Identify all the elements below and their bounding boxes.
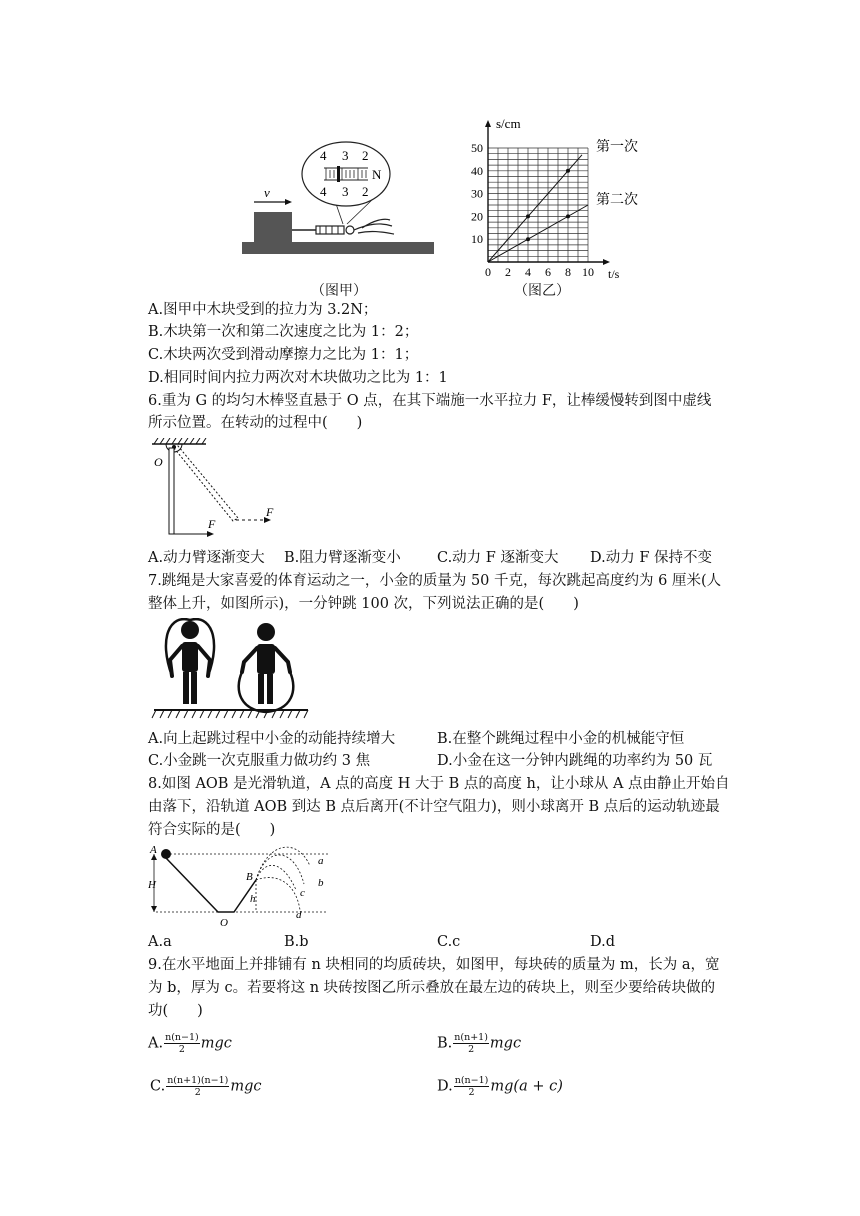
- fraction-numerator: n(n−1): [454, 1075, 489, 1086]
- q9-option-d-fraction: [454, 1075, 490, 1098]
- q9-option-b-prefix: B.: [437, 1035, 453, 1052]
- series-2-label: 第二次: [596, 193, 638, 208]
- rod-rotated-dashed: [174, 446, 238, 521]
- label-f1: F: [208, 517, 216, 531]
- q9-option-a: [148, 1032, 232, 1055]
- q9-option-c-prefix: C.: [150, 1078, 166, 1095]
- label-a-point: A: [150, 844, 157, 856]
- q9-stem-line2: 为 b，厚为 c。若要将这 n 块砖按图乙所示叠放在最左边的砖块上，则至少要给砖块做的: [148, 980, 716, 996]
- q9-stem-line1: 9.在水平地面上并排铺有 n 块相同的均质砖块，如图甲，每块砖的质量为 m，长为 a，宽: [148, 957, 720, 973]
- fraction-denominator: 2: [178, 1044, 185, 1055]
- series-1-point: [526, 214, 530, 218]
- q6-option-c: C.动力 F 逐渐变大: [437, 550, 559, 566]
- figure-q7-jump-rope: [150, 618, 312, 722]
- q8-option-d: D.d: [590, 934, 615, 950]
- hand-icon: [354, 219, 394, 234]
- y-tick-label: 30: [471, 186, 483, 201]
- q8-stem-line2: 由落下，沿轨道 AOB 到达 B 点后离开(不计空气阻力)，则小球离开 B 点后的运动轨迹最: [148, 799, 720, 815]
- figure-q6-rod: [148, 438, 282, 540]
- fraction-denominator: 2: [468, 1044, 475, 1055]
- q7-option-c: C.小金跳一次克服重力做功约 3 焦: [148, 753, 371, 769]
- scale-bottom-4: 4: [320, 184, 327, 199]
- q9-option-c: [150, 1075, 262, 1098]
- velocity-arrow-icon: [285, 199, 292, 205]
- q9-option-a-fraction: [164, 1032, 200, 1055]
- x-tick-label: 8: [565, 265, 571, 278]
- scale-pointer: [337, 166, 340, 182]
- x-axis-label: t/s: [608, 267, 620, 278]
- y-tick-label: 20: [471, 209, 483, 224]
- y-tick-label: 50: [471, 141, 483, 155]
- label-traj-c: c: [300, 887, 305, 899]
- x-tick-label: 0: [485, 265, 491, 278]
- q9-option-c-fraction: [166, 1075, 229, 1098]
- label-o-point: O: [220, 917, 228, 929]
- trajectory-a: [256, 847, 310, 880]
- q8-option-c: C.c: [437, 934, 461, 950]
- person1-head: [181, 621, 199, 639]
- label-traj-a: a: [318, 855, 324, 867]
- wooden-block: [254, 212, 292, 242]
- series-1-point: [566, 169, 570, 173]
- force-arrow-icon: [207, 531, 214, 537]
- track-aob: [166, 858, 256, 912]
- label-traj-b: b: [318, 877, 324, 889]
- q9-option-b: [437, 1032, 521, 1055]
- q9-option-b-tail: mgc: [489, 1035, 522, 1052]
- x-tick-label: 4: [525, 265, 531, 278]
- y-tick-label: 10: [471, 232, 483, 247]
- q7-option-a: A.向上起跳过程中小金的动能持续增大: [148, 731, 396, 747]
- q6-option-d: D.动力 F 保持不变: [590, 550, 712, 566]
- q9-option-d-tail: mg(a + c): [490, 1078, 563, 1095]
- q8-stem-line3: 符合实际的是( ): [148, 822, 276, 838]
- q9-option-a-tail: mgc: [200, 1035, 232, 1052]
- fraction-numerator: n(n+1)(n−1): [167, 1075, 229, 1086]
- q8-stem-line1: 8.如图 AOB 是光滑轨道，A 点的高度 H 大于 B 点的高度 h，让小球从 A 点由静止开始自: [148, 776, 730, 792]
- table-surface: [242, 242, 434, 254]
- x-axis-arrow-icon: [603, 259, 610, 265]
- label-f2: F: [266, 505, 274, 519]
- unit-n: N: [372, 167, 382, 182]
- q9-option-d-prefix: D.: [437, 1078, 453, 1095]
- q9-option-d: [437, 1075, 563, 1098]
- fig-yi-caption: （图乙）: [514, 283, 570, 299]
- fraction-numerator: n(n+1): [454, 1032, 488, 1043]
- scale-top-2: 2: [362, 148, 369, 163]
- trajectory-d: [256, 878, 300, 910]
- label-b-point: B: [246, 871, 253, 883]
- rod-vertical: [169, 448, 174, 534]
- scale-bottom-3: 3: [342, 184, 349, 199]
- figure-yi-chart: [456, 112, 676, 278]
- x-tick-label: 2: [505, 265, 511, 278]
- fraction-denominator: 2: [194, 1087, 201, 1098]
- fig-jia-caption: （图甲）: [311, 283, 367, 299]
- label-h-lower: h: [250, 893, 256, 905]
- q8-option-b: B.b: [284, 934, 309, 950]
- y-axis-arrow-icon: [485, 120, 491, 127]
- x-tick-label: 10: [582, 265, 594, 278]
- series-2-point: [526, 237, 530, 241]
- q8-option-a: A.a: [148, 934, 172, 950]
- q6-option-a: A.动力臂逐渐变大: [148, 550, 265, 566]
- x-tick-label: 6: [545, 265, 551, 278]
- label-h-upper: H: [148, 879, 156, 891]
- q5-option-b: B.木块第一次和第二次速度之比为 1：2；: [148, 324, 419, 340]
- q6-option-b: B.阻力臂逐渐变小: [284, 550, 401, 566]
- fraction-denominator: 2: [468, 1087, 475, 1098]
- q6-stem-line2: 所示位置。在转动的过程中( ): [148, 415, 363, 431]
- label-o: O: [154, 455, 163, 469]
- v-label: v: [264, 185, 270, 200]
- series-2-point: [566, 214, 570, 218]
- rope2: [239, 672, 294, 712]
- q7-stem-line1: 7.跳绳是大家喜爱的体育运动之一，小金的质量为 50 千克，每次跳起高度约为 6 厘米(人: [148, 573, 722, 589]
- q7-option-d: D.小金在这一分钟内跳绳的功率约为 50 瓦: [437, 753, 713, 769]
- q9-option-c-tail: mgc: [230, 1078, 262, 1095]
- q5-option-c: C.木块两次受到滑动摩擦力之比为 1：1；: [148, 347, 419, 363]
- q9-option-b-fraction: [453, 1032, 489, 1055]
- q9-stem-line3: 功( ): [148, 1003, 203, 1019]
- scale-top-3: 3: [342, 148, 349, 163]
- figure-q8-track: [148, 840, 338, 930]
- q9-option-a-prefix: A.: [148, 1035, 164, 1052]
- q7-option-b: B.在整个跳绳过程中小金的机械能守恒: [437, 731, 685, 747]
- q7-stem-line2: 整体上升，如图所示)，一分钟跳 100 次，下列说法正确的是( ): [148, 596, 579, 612]
- figure-jia: [238, 138, 438, 260]
- fraction-numerator: n(n−1): [165, 1032, 199, 1043]
- label-traj-d: d: [296, 909, 302, 921]
- q5-option-d: D.相同时间内拉力两次对木块做功之比为 1：1: [148, 370, 448, 386]
- person2-head: [257, 623, 275, 641]
- y-axis-label: s/cm: [496, 116, 521, 131]
- scale-bottom-2: 2: [362, 184, 369, 199]
- y-tick-label: 40: [471, 163, 483, 178]
- series-1-label: 第一次: [596, 140, 638, 155]
- scale-top-4: 4: [320, 148, 327, 163]
- q6-stem-line1: 6.重为 G 的均匀木棒竖直悬于 O 点，在其下端施一水平拉力 F，让棒缓慢转到图中虚线: [148, 393, 712, 409]
- q5-option-a: A.图甲中木块受到的拉力为 3.2N；: [148, 302, 378, 318]
